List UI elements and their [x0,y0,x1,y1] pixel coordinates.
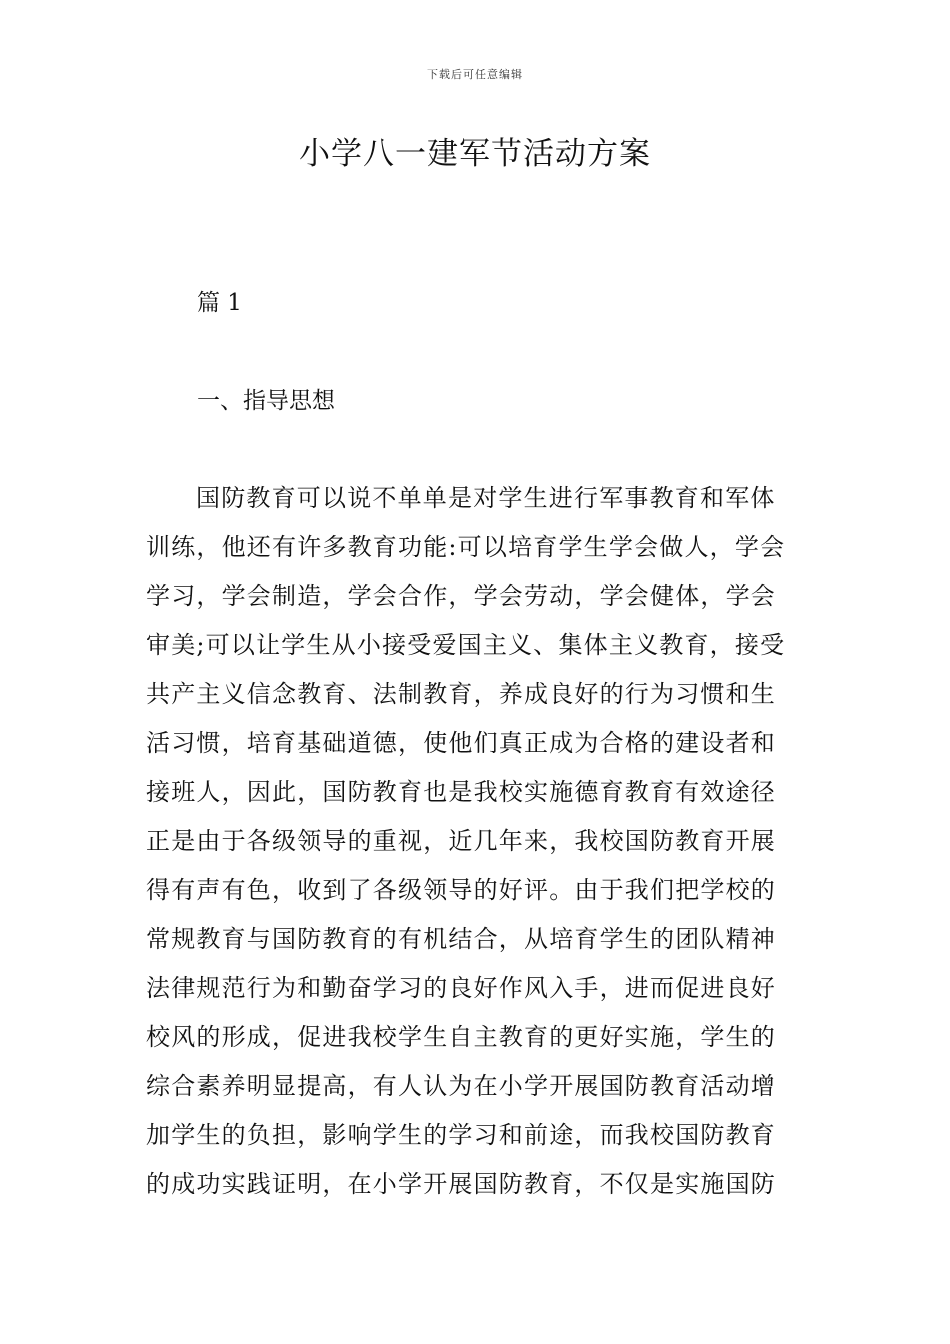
paragraph-line: 常规教育与国防教育的有机结合，从培育学生的团队精神 [146,925,776,953]
document-title: 小学八一建军节活动方案 [299,136,651,172]
header-note: 下载后可任意编辑 [427,68,523,81]
paragraph-line: 的成功实践证明，在小学开展国防教育，不仅是实施国防 [146,1170,776,1198]
paragraph-line: 加学生的负担，影响学生的学习和前途，而我校国防教育 [146,1121,776,1149]
paragraph-line: 校风的形成，促进我校学生自主教育的更好实施，学生的 [146,1023,776,1051]
paragraph-line: 训练，他还有许多教育功能:可以培育学生学会做人，学会 [146,533,786,561]
paragraph-line: 接班人，因此，国防教育也是我校实施德育教育有效途径 [146,778,776,806]
body-paragraph [146,478,806,1213]
paragraph-line: 学习，学会制造，学会合作，学会劳动，学会健体，学会 [146,582,776,610]
paragraph-line: 国防教育可以说不单单是对学生进行军事教育和军体 [196,484,776,512]
paragraph-line: 法律规范行为和勤奋学习的良好作风入手，进而促进良好 [146,974,776,1002]
paragraph-line: 正是由于各级领导的重视，近几年来，我校国防教育开展 [146,827,776,855]
part-label: 篇 1 [197,290,242,316]
section-heading: 一、指导思想 [197,388,335,414]
paragraph-line: 共产主义信念教育、法制教育，养成良好的行为习惯和生 [146,680,776,708]
paragraph-line: 审美;可以让学生从小接受爱国主义、集体主义教育，接受 [146,631,786,659]
paragraph-line: 综合素养明显提高，有人认为在小学开展国防教育活动增 [146,1072,776,1100]
paragraph-line: 活习惯，培育基础道德，使他们真正成为合格的建设者和 [146,729,776,757]
paragraph-line: 得有声有色，收到了各级领导的好评。由于我们把学校的 [146,876,776,904]
